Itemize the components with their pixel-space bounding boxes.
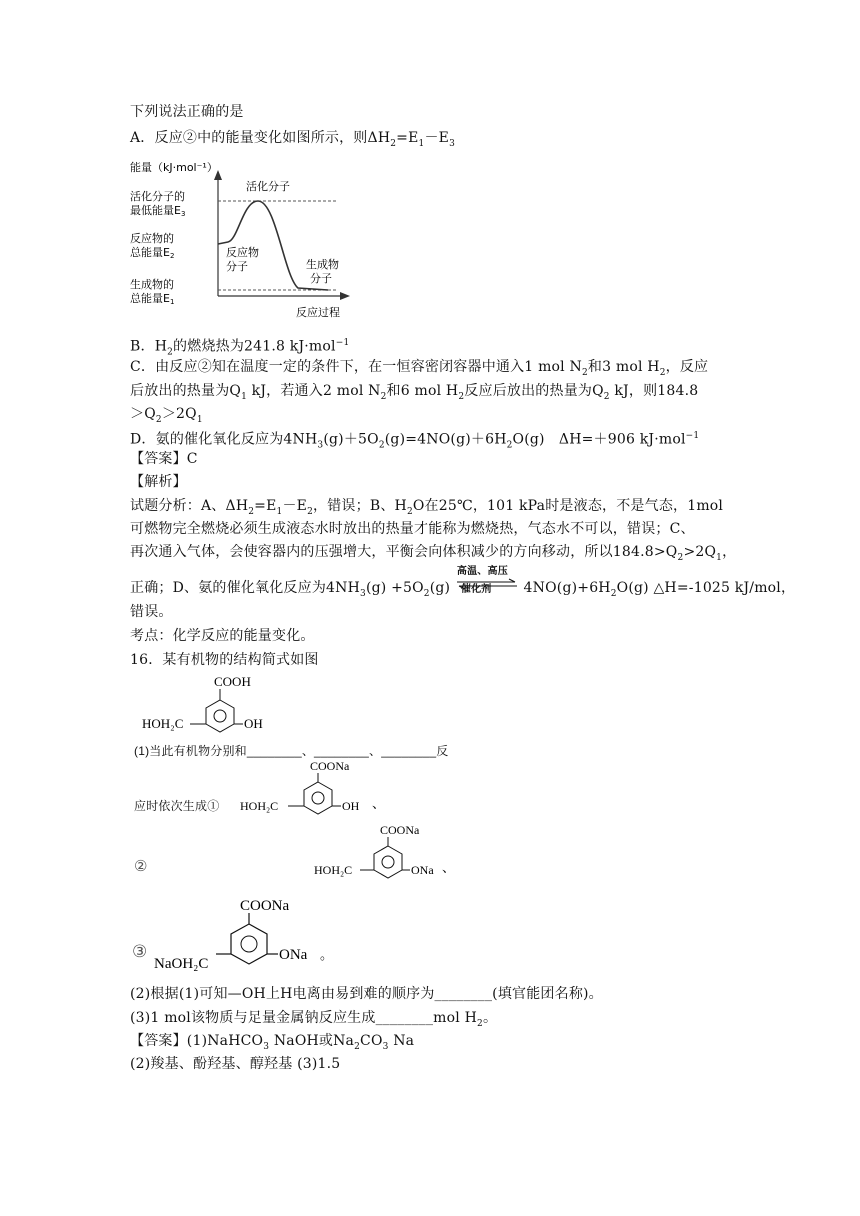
product-1-hoh2c: HOH₂C: [240, 799, 279, 813]
question-intro: 下列说法正确的是: [130, 104, 244, 120]
question-16: 16．某有机物的结构简式如图: [130, 652, 319, 668]
hoh2c-label: HOH₂C: [142, 716, 184, 731]
e3-label-1: 活化分子的: [130, 190, 185, 203]
option-c-line-1: C．由反应②知在温度一定的条件下，在一恒容密闭容器中通入1 mol $N_2$和3 mol $H_2$，反应: [130, 359, 709, 378]
answer-2: 【答案】(1)NaHCO$_3$ NaOH或$Na_2CO_3$ Na: [130, 1033, 415, 1052]
product-2-coona: COONa: [380, 823, 420, 837]
e3-label-2: 最低能量E3: [130, 204, 186, 218]
analysis-line-1: 试题分析：A、$\Delta H_2=E_1-E_2$，错误；B、$H_2O$在25℃，101 kPa时是液态，不是气态，1mol: [130, 498, 724, 517]
e1-label-2: 总能量E1: [130, 292, 175, 306]
circled-2: ②: [134, 857, 148, 875]
product-label-1: 生成物: [306, 258, 339, 271]
arrow-condition-bottom: 催化剂: [460, 584, 492, 595]
fill-blank-line: (1)当此有机物分别和________、________、________反: [134, 744, 449, 758]
product-2-structure: [312, 820, 472, 886]
product-3-coona: COONa: [240, 898, 290, 914]
product-1-coona: COONa: [310, 759, 350, 773]
option-c-line-2: 后放出的热量为$Q_1$ kJ，若通入2 mol $N_2$和6 mol $H_2$反应后放出的热量为$Q_2$ kJ，则184.8: [130, 383, 699, 402]
period-mark: 。: [320, 947, 334, 962]
product-1-oh: OH: [342, 799, 360, 813]
product-3-naoh2c: NaOH₂C: [154, 956, 209, 972]
question-2: (2)根据(1)可知—OH上H电离由易到难的顺序为________(填官能团名称)。: [130, 986, 603, 1002]
molecule-structure: [138, 672, 278, 742]
product-1-structure: [238, 756, 388, 822]
energy-diagram: [128, 156, 358, 322]
e2-label-2: 总能量E2: [130, 246, 175, 260]
energy-xlabel: 反应过程: [296, 306, 340, 319]
option-b: B．$H_2$的燃烧热为241.8 kJ·mol$^{-1}$: [130, 338, 350, 358]
question-3: (3)1 mol该物质与足量金属钠反应生成________mol $H_2$。: [130, 1010, 498, 1029]
product-2-ona: ONa: [411, 863, 434, 877]
x-axis-arrow: [340, 292, 350, 300]
product-2-hoh2c: HOH₂C: [314, 863, 353, 877]
reaction-arrow: [455, 566, 519, 598]
option-d: D．氨的催化氧化反应为$4NH_3(g)+5O_2(g)=4NO(g)+6H_2O(g)$ ΔH=＋906 kJ·mol$^{-1}$: [130, 431, 700, 451]
e2-label-1: 反应物的: [130, 232, 174, 245]
answer-1: 【答案】C: [130, 451, 198, 467]
kaodian: 考点：化学反应的能量变化。: [130, 628, 315, 644]
product-3-structure: [154, 890, 344, 980]
answer-3: (2)羧基、酚羟基、醇羟基 (3)1.5: [130, 1056, 341, 1072]
e1-label-1: 生成物的: [130, 278, 174, 291]
analysis-line-3: 再次通入气体，会使容器内的压强增大，平衡会向体积减少的方向移动，所以$184.8>Q_2>2Q_1$，: [130, 544, 737, 563]
separator-2: 、: [442, 860, 456, 875]
product-label-2: 分子: [310, 272, 332, 285]
oh-label: OH: [244, 716, 263, 731]
cooh-label: COOH: [214, 674, 251, 689]
analysis-line-4: 正确；D、氨的催化氧化反应为$4NH_3(g) +5O_2(g)$ 高温、高压 催化剂 $4NO(g)+6H_2O(g)$ △H=-1025 kJ/mol，: [130, 578, 795, 604]
arrow-condition-top: 高温、高压: [456, 566, 508, 577]
option-c-line-3: $>Q_2>2Q_1$: [130, 406, 203, 425]
option-a: A．反应②中的能量变化如图所示，则$\Delta H_2=E_1-E_3$: [130, 130, 456, 149]
reactant-label-2: 分子: [226, 260, 248, 273]
analysis-line-5: 错误。: [130, 604, 173, 620]
generate-line: 应时依次生成①: [134, 799, 220, 813]
separator-1: 、: [372, 796, 386, 811]
energy-ylabel: 能量（kJ·mol⁻¹）: [130, 161, 218, 174]
reactant-label-1: 反应物: [226, 246, 259, 259]
analysis-tag: 【解析】: [130, 474, 187, 490]
product-3-ona: ONa: [279, 947, 308, 963]
analysis-line-2: 可燃物完全燃烧必须生成液态水时放出的热量才能称为燃烧热，气态水不可以，错误；C、: [130, 521, 695, 537]
peak-label: 活化分子: [246, 180, 290, 193]
circled-3: ③: [132, 942, 148, 962]
